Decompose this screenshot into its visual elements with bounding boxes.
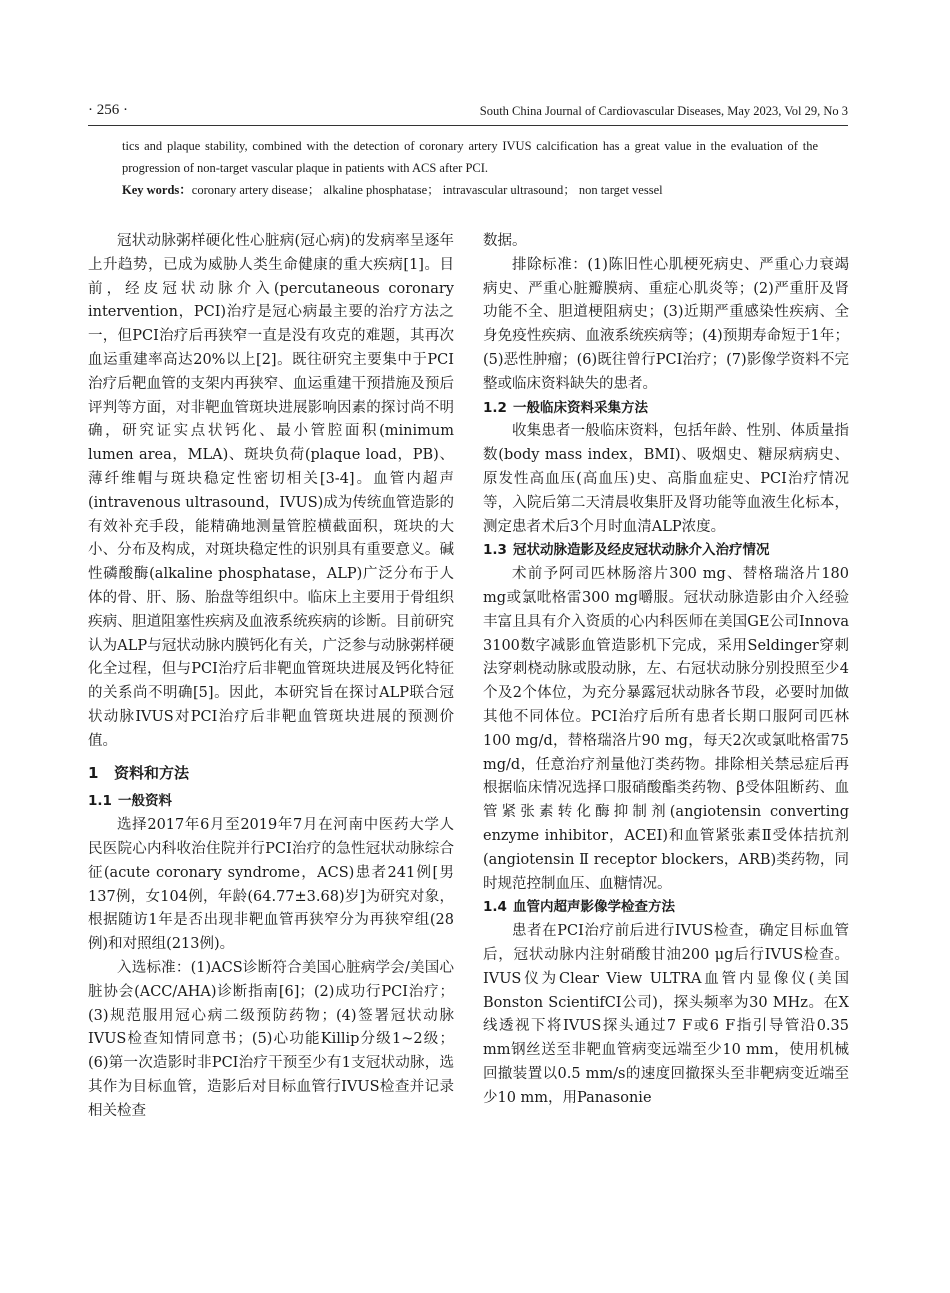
subsection-number: 1.4 xyxy=(483,899,507,916)
right-column xyxy=(483,230,849,1110)
subsection-number: 1.2 xyxy=(483,399,507,416)
subsection-title: 冠状动脉造影及经皮冠状动脉介入治疗情况 xyxy=(513,542,770,559)
journal-citation: South China Journal of Cardiovascular Diseases, May 2023, Vol 29, No 3 xyxy=(479,104,848,118)
subsection-title: 一般资料 xyxy=(118,793,172,810)
subsection-title: 一般临床资料采集方法 xyxy=(513,399,648,416)
subsection-heading xyxy=(483,397,849,421)
english-abstract xyxy=(122,135,818,201)
clinical-paragraph: 收集患者一般临床资料，包括年龄、性别、体质量指数(body mass index，BMI)、吸烟史、糖尿病病史、原发性高血压(高血压)史、高脂血症史、PCI治疗情况等，入院后第二天清晨收集肝及肾功能等血液生化标本，测定患者术后3个月时血清ALP浓度。 xyxy=(483,423,849,535)
section-heading xyxy=(88,762,454,786)
intro-paragraph: 冠状动脉粥样硬化性心脏病(冠心病)的发病率呈逐年上升趋势，已成为威胁人类生命健康的重大疾病[1]。目前，经皮冠状动脉介入(percutaneous coronary intervention，PCI)治疗是冠心病最主要的治疗方法之一，但PCI治疗后再狭窄一直是没有攻克的难题，其再次血运重建率高达20%以上[2]。既往研究主要集中于PCI治疗后靶血管的支架内再狭窄、血运重建干预措施及预后评判等方面，对非靶血管斑块进展影响因素的探讨尚不明确，研究证实点状钙化、最小管腔面积(minimum lumen area，MLA)、斑块负荷(plaque load，PB)、薄纤维帽与斑块稳定性密切相关[3-4]。血管内超声(intravenous ultrasound，IVUS)成为传统血管造影的有效补充手段，能精确地测量管腔横截面积，斑块的大小、分布及构成，对斑块稳定性的识别具有重要意义。碱性磷酸酶(alkaline phosphatase，ALP)广泛分布于人体的骨、肝、肠、胎盘等组织中。临床上主要用于骨组织疾病、胆道阻塞性疾病及血液系统疾病的诊断。目前研究认为ALP与冠状动脉内膜钙化有关，广泛参与动脉粥样硬化全过程，但与PCI治疗后非靶血管斑块进展及钙化特征的关系尚不明确[5]。因此，本研究旨在探讨ALP联合冠状动脉IVUS对PCI治疗后非靶血管斑块进展的预测价值。 xyxy=(88,233,454,749)
section-title: 资料和方法 xyxy=(114,763,190,782)
keywords-label: Key words： xyxy=(122,183,192,197)
keywords-line xyxy=(122,179,818,201)
angiography-paragraph: 术前予阿司匹林肠溶片300 mg、替格瑞洛片180 mg或氯吡格雷300 mg嚼服。冠状动脉造影由介入经验丰富且具有介入资质的心内科医师在美国GE公司Innova 3100数字减影血管造影机下完成，采用Seldinger穿刺法穿刺桡动脉或股动脉，左、右冠状动脉分别投照至少4个及2个体位，为充分暴露冠状动脉各节段，必要时加做其他不同体位。PCI治疗后所有患者长期口服阿司匹林100 mg/d，替格瑞洛片90 mg，每天2次或氯吡格雷75 mg/d，任意治疗剂量他汀类药物。排除相关禁忌症后再根据临床情况选择口服硝酸酯类药物、β受体阻断药、血管紧张素转化酶抑制剂(angiotensin converting enzyme inhibitor，ACEI)和血管紧张素Ⅱ受体拮抗剂(angiotensin Ⅱ receptor blockers，ARB)类药物，同时规范控制血压、血糖情况。 xyxy=(483,566,849,892)
inclusion-paragraph: 入选标准：(1)ACS诊断符合美国心脏病学会/美国心脏协会(ACC/AHA)诊断指南[6]；(2)成功行PCI治疗；(3)规范服用冠心病二级预防药物；(4)签署冠状动脉IVUS检查知情同意书；(5)心功能Killip分级1~2级；(6)第一次造影时非PCI治疗干预至少有1支冠状动脉，选其作为目标血管，造影后对目标血管行IVUS检查并记录相关检查 xyxy=(88,959,454,1119)
subsection-title: 血管内超声影像学检查方法 xyxy=(513,899,675,916)
header-divider xyxy=(88,125,848,126)
continued-text: 数据。 xyxy=(483,233,527,249)
subjects-paragraph: 选择2017年6月至2019年7月在河南中医药大学人民医院心内科收治住院并行PCI治疗的急性冠状动脉综合征(acute coronary syndrome，ACS)患者241例[男137例，女104例，年龄(64.77±3.68)岁]为研究对象，根据随访1年是否出现非靶血管再狭窄分为再狭窄组(28例)和对照组(213例)。 xyxy=(88,817,454,953)
section-number: 1 xyxy=(88,763,99,782)
running-header xyxy=(88,100,848,126)
exclusion-paragraph: 排除标准：(1)陈旧性心肌梗死病史、严重心力衰竭病史、严重心脏瓣膜病、重症心肌炎等；(2)严重肝及肾功能不全、胆道梗阻病史；(3)近期严重感染性疾病、全身免疫性疾病、血液系统疾病等；(4)预期寿命短于1年；(5)恶性肿瘤；(6)既往曾行PCI治疗；(7)影像学资料不完整或临床资料缺失的患者。 xyxy=(483,256,849,392)
subsection-number: 1.3 xyxy=(483,542,507,559)
page-number: · 256 · xyxy=(88,102,128,118)
subsection-heading xyxy=(483,539,849,563)
subsection-number: 1.1 xyxy=(88,793,112,810)
abstract-text: tics and plaque stability, combined with the detection of coronary artery IVUS calcification has a great value in the evaluation of the progression of non-target vascular plaque in patients with ACS after PCI. xyxy=(122,139,818,175)
subsection-heading xyxy=(483,896,849,920)
keywords-text: coronary artery disease； alkaline phosphatase； intravascular ultrasound； non target vessel xyxy=(191,183,663,197)
left-column xyxy=(88,230,454,1123)
subsection-heading xyxy=(88,790,454,814)
ivus-paragraph: 患者在PCI治疗前后进行IVUS检查，确定目标血管后，冠状动脉内注射硝酸甘油200 μg后行IVUS检查。IVUS仪为Clear View ULTRA血管内显像仪(美国Bonston ScientifCI公司)，探头频率为30 MHz。在X线透视下将IVUS探头通过7 F或6 F指引导管沿0.35 mm钢丝送至非靶血管病变远端至少10 mm，使用机械回撤装置以0.5 mm/s的速度回撤探头至非靶病变近端至少10 mm，用Panasonie xyxy=(483,923,849,1106)
